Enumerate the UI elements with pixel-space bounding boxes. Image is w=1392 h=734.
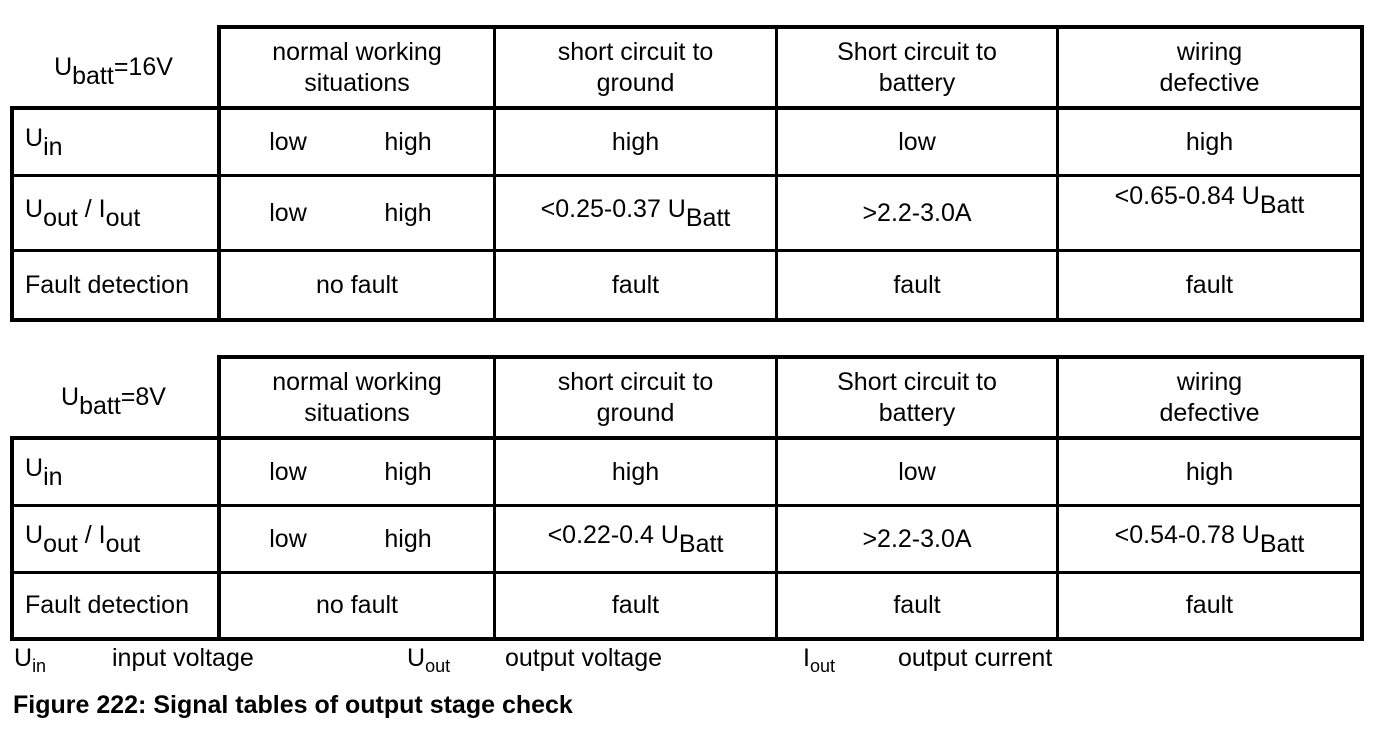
cell-fault-short-battery: fault: [893, 270, 941, 299]
legend-uin-desc: input voltage: [112, 644, 254, 672]
cell-uout-short-battery: >2.2-3.0A: [862, 198, 972, 227]
table-border: [218, 355, 1364, 359]
row-label-uout: $U_{out} / I_{out}$: [25, 194, 141, 232]
row-label-fault: Fault detection: [25, 591, 189, 619]
cell-uin-normal: low high: [269, 457, 432, 486]
cell-fault-short-ground: fault: [611, 591, 660, 619]
row-label-uin: $U_{in}$: [25, 123, 63, 161]
table-border: [1360, 355, 1364, 641]
cell-fault-wiring: fault: [1185, 591, 1234, 619]
cell-uin-normal: low high: [269, 127, 432, 156]
table-border: [10, 318, 1364, 322]
table-border: [10, 637, 1364, 641]
table-border: [1360, 25, 1364, 322]
row-label-uin: $U_{in}$: [25, 453, 63, 491]
column-header-short-ground: short circuit to ground: [557, 38, 714, 97]
column-header-short-battery: Short circuit to battery: [837, 38, 997, 97]
row-label-uout: $U_{out} / I_{out}$: [25, 520, 141, 558]
cell-fault-wiring: fault: [1185, 270, 1234, 299]
cell-uin-short-ground: high: [611, 457, 660, 486]
cell-uout-normal: low high: [269, 198, 432, 227]
cell-uout-short-ground: <0.25-0.37 $U_{Batt}$: [540, 194, 731, 232]
cell-fault-normal: no fault: [315, 270, 398, 299]
cell-fault-short-ground: fault: [611, 270, 660, 299]
cell-uin-short-ground: high: [611, 127, 660, 156]
column-header-normal: normal working situations: [272, 368, 442, 427]
row-label-fault: Fault detection: [25, 270, 189, 299]
cell-uout-wiring: <0.54-0.78 $U_{Batt}$: [1114, 520, 1305, 558]
cell-fault-short-battery: fault: [893, 591, 941, 619]
legend-iout-desc: output current: [898, 644, 1053, 672]
legend-uout-desc: output voltage: [505, 644, 663, 672]
condition-label: $U_{batt}=8V$: [61, 382, 166, 420]
cell-uin-short-battery: low: [898, 457, 936, 486]
cell-uin-wiring: high: [1185, 127, 1234, 156]
column-header-wiring: wiring defective: [1159, 38, 1260, 97]
legend-uout-symbol: $U_{out}$: [407, 644, 451, 676]
cell-fault-normal: no fault: [315, 591, 398, 619]
column-header-short-ground: short circuit to ground: [557, 368, 714, 427]
column-header-wiring: wiring defective: [1159, 368, 1260, 427]
figure-caption: Figure 222: Signal tables of output stage check: [13, 691, 573, 719]
legend-iout-symbol: $I_{out}$: [803, 644, 835, 676]
column-header-normal: normal working situations: [272, 38, 442, 97]
table-border: [218, 25, 1364, 29]
cell-uout-short-ground: <0.22-0.4 $U_{Batt}$: [547, 520, 724, 558]
cell-uin-wiring: high: [1185, 457, 1234, 486]
legend-uin-symbol: $U_{in}$: [14, 644, 47, 676]
cell-uin-short-battery: low: [898, 127, 936, 156]
cell-uout-normal: low high: [269, 524, 432, 553]
column-header-short-battery: Short circuit to battery: [837, 368, 997, 427]
condition-label: $U_{batt}=16V$: [54, 52, 173, 90]
cell-uout-wiring: <0.65-0.84 $U_{Batt}$: [1114, 182, 1305, 219]
cell-uout-short-battery: >2.2-3.0A: [862, 524, 972, 553]
